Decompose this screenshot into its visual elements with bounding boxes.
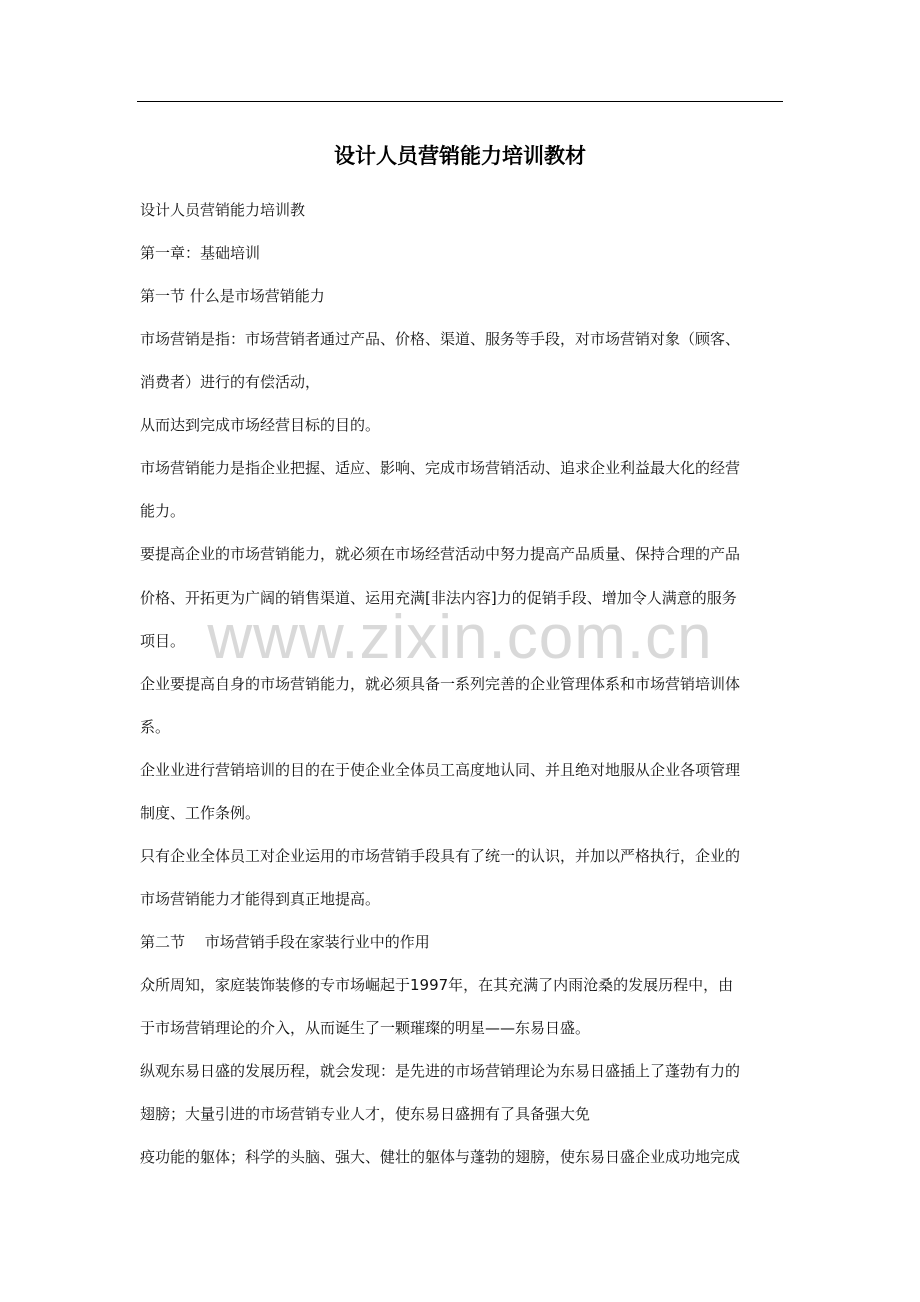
text-line: 价格、开拓更为广阔的销售渠道、运用充满[非法内容]力的促销手段、增加令人满意的服务: [140, 589, 737, 607]
text-line: 要提高企业的市场营销能力，就必须在市场经营活动中努力提高产品质量、保持合理的产品: [140, 545, 741, 563]
text-line: 制度、工作条例。: [140, 804, 261, 822]
text-line: 于市场营销理论的介入，从而诞生了一颗璀璨的明星——东易日盛。: [140, 1019, 591, 1037]
text-line: 项目。: [140, 632, 186, 650]
text-line: 消费者）进行的有偿活动，: [140, 373, 321, 391]
text-line: 从而达到完成市场经营目标的目的。: [140, 416, 381, 434]
watermark: www.zixin.com.cn: [207, 603, 713, 672]
document-title: 设计人员营销能力培训教材: [334, 144, 586, 168]
chapter-heading: 第一章：基础培训: [140, 244, 261, 262]
section-heading: 第二节 市场营销手段在家装行业中的作用: [140, 933, 430, 951]
text-line: 企业要提高自身的市场营销能力，就必须具备一系列完善的企业管理体系和市场营销培训体: [140, 675, 741, 693]
text-line: 众所周知，家庭装饰装修的专市场崛起于1997年，在其充满了内雨沧桑的发展历程中，由: [140, 976, 734, 994]
section-heading: 第一节 什么是市场营销能力: [140, 287, 325, 305]
text-line: 纵观东易日盛的发展历程，就会发现：是先进的市场营销理论为东易日盛插上了蓬勃有力的: [140, 1062, 741, 1080]
text-line: 只有企业全体员工对企业运用的市场营销手段具有了统一的认识，并加以严格执行，企业的: [140, 847, 741, 865]
text-line: 系。: [140, 718, 171, 736]
text-line: 能力。: [140, 502, 186, 520]
header-rule: [137, 101, 783, 102]
text-line: 市场营销能力是指企业把握、适应、影响、完成市场营销活动、追求企业利益最大化的经营: [140, 459, 741, 477]
text-line: 设计人员营销能力培训教: [140, 201, 306, 219]
text-line: 翅膀；大量引进的市场营销专业人才，使东易日盛拥有了具备强大免: [140, 1105, 591, 1123]
text-line: 市场营销是指：市场营销者通过产品、价格、渠道、服务等手段，对市场营销对象（顾客、: [140, 330, 741, 348]
text-line: 疫功能的躯体；科学的头脑、强大、健壮的躯体与蓬勃的翅膀，使东易日盛企业成功地完成: [140, 1148, 741, 1166]
text-line: 企业业进行营销培训的目的在于使企业全体员工高度地认同、并且绝对地服从企业各项管理: [140, 761, 741, 779]
text-line: 市场营销能力才能得到真正地提高。: [140, 890, 381, 908]
